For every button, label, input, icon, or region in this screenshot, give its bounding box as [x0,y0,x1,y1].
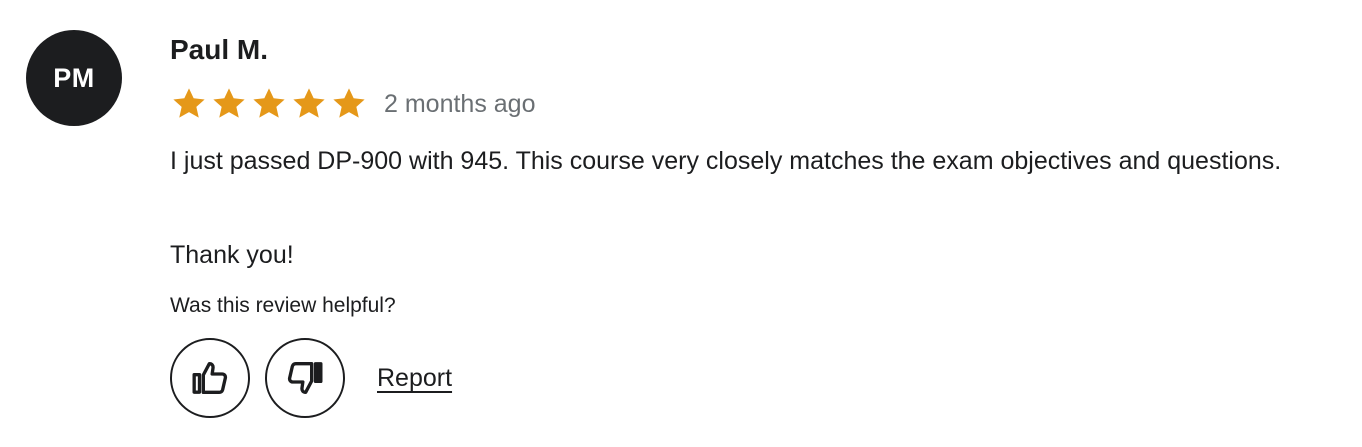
review-actions [170,338,452,418]
thumbs-up-icon [190,358,230,398]
star-icon [330,86,368,122]
star-icon [210,86,248,122]
star-icon [170,86,208,122]
review-card [26,30,1346,430]
report-link[interactable]: Report [377,364,453,392]
thumbs-down-icon [285,358,325,398]
helpful-question: Was this review helpful? [170,294,396,317]
thumbs-up-button[interactable] [170,338,250,418]
star-icon [250,86,288,122]
avatar-initials: PM [53,62,95,93]
star-icon [290,86,328,122]
rating-row [170,86,536,122]
star-rating [170,86,368,122]
thumbs-down-button[interactable] [265,338,345,418]
avatar [26,30,122,126]
review-body-paragraph: I just passed DP-900 with 945. This course very closely matches the exam objectives and questions. [170,147,1282,175]
reviewer-name: Paul M. [170,34,269,65]
review-body-closing: Thank you! [170,241,294,269]
review-time: 2 months ago [384,90,536,118]
